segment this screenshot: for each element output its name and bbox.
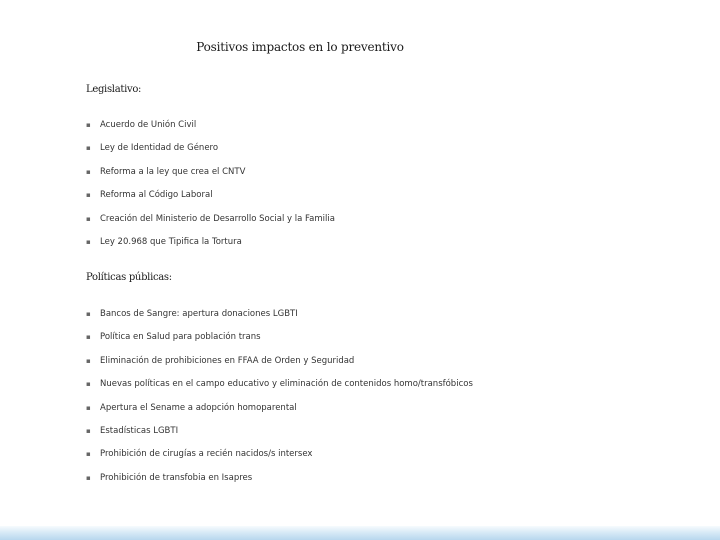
bullet-icon: ▪ <box>86 167 91 176</box>
bullet-icon: ▪ <box>86 333 91 342</box>
legislativo-heading: Legislativo: <box>86 84 142 95</box>
bullet-icon: ▪ <box>86 356 91 365</box>
bullet-icon: ▪ <box>86 144 91 153</box>
bullet-icon: ▪ <box>86 237 91 246</box>
footer-band <box>0 526 720 540</box>
bullet-icon: ▪ <box>86 191 91 200</box>
slide-title: Positivos impactos en lo preventivo <box>196 40 404 54</box>
bullet-icon: ▪ <box>86 214 91 223</box>
bullet-icon: ▪ <box>86 380 91 389</box>
politicas-heading: Políticas públicas: <box>86 272 172 283</box>
bullet-icon: ▪ <box>86 403 91 412</box>
bullet-icon: ▪ <box>86 121 91 129</box>
slide: Positivos impactos en lo preventivo Legislativo: ▪ Acuerdo de Unión Civil ▪ Ley de Identidad de Género ▪ Reforma a la ley que crea el CNTV ▪ Reforma al Código Laboral ▪ Creación del Ministerio de Desarrollo Social y la Familia ▪ Ley 20.968 que Tipifica la Tortura Políticas públicas: ▪ Bancos de Sangre: apertura donaciones LGBTI ▪ Política en Salud para población trans ▪ Eliminación de prohibiciones en FFAA de Orden y Seguridad ▪ Nuevas políticas en el campo educativo y eliminación de contenidos homo/transfóbicos ▪ Apertura el Sename a adopción homoparental ▪ Estadísticas LGBTI ▪ Prohibición de cirugías a recién nacidos/s intersex ▪ Prohibición de transfobia en Isapres <box>0 0 720 540</box>
bullet-icon: ▪ <box>86 426 91 435</box>
bullet-icon: ▪ <box>86 473 91 482</box>
bullet-icon: ▪ <box>86 310 91 318</box>
bullet-icon: ▪ <box>86 450 91 459</box>
